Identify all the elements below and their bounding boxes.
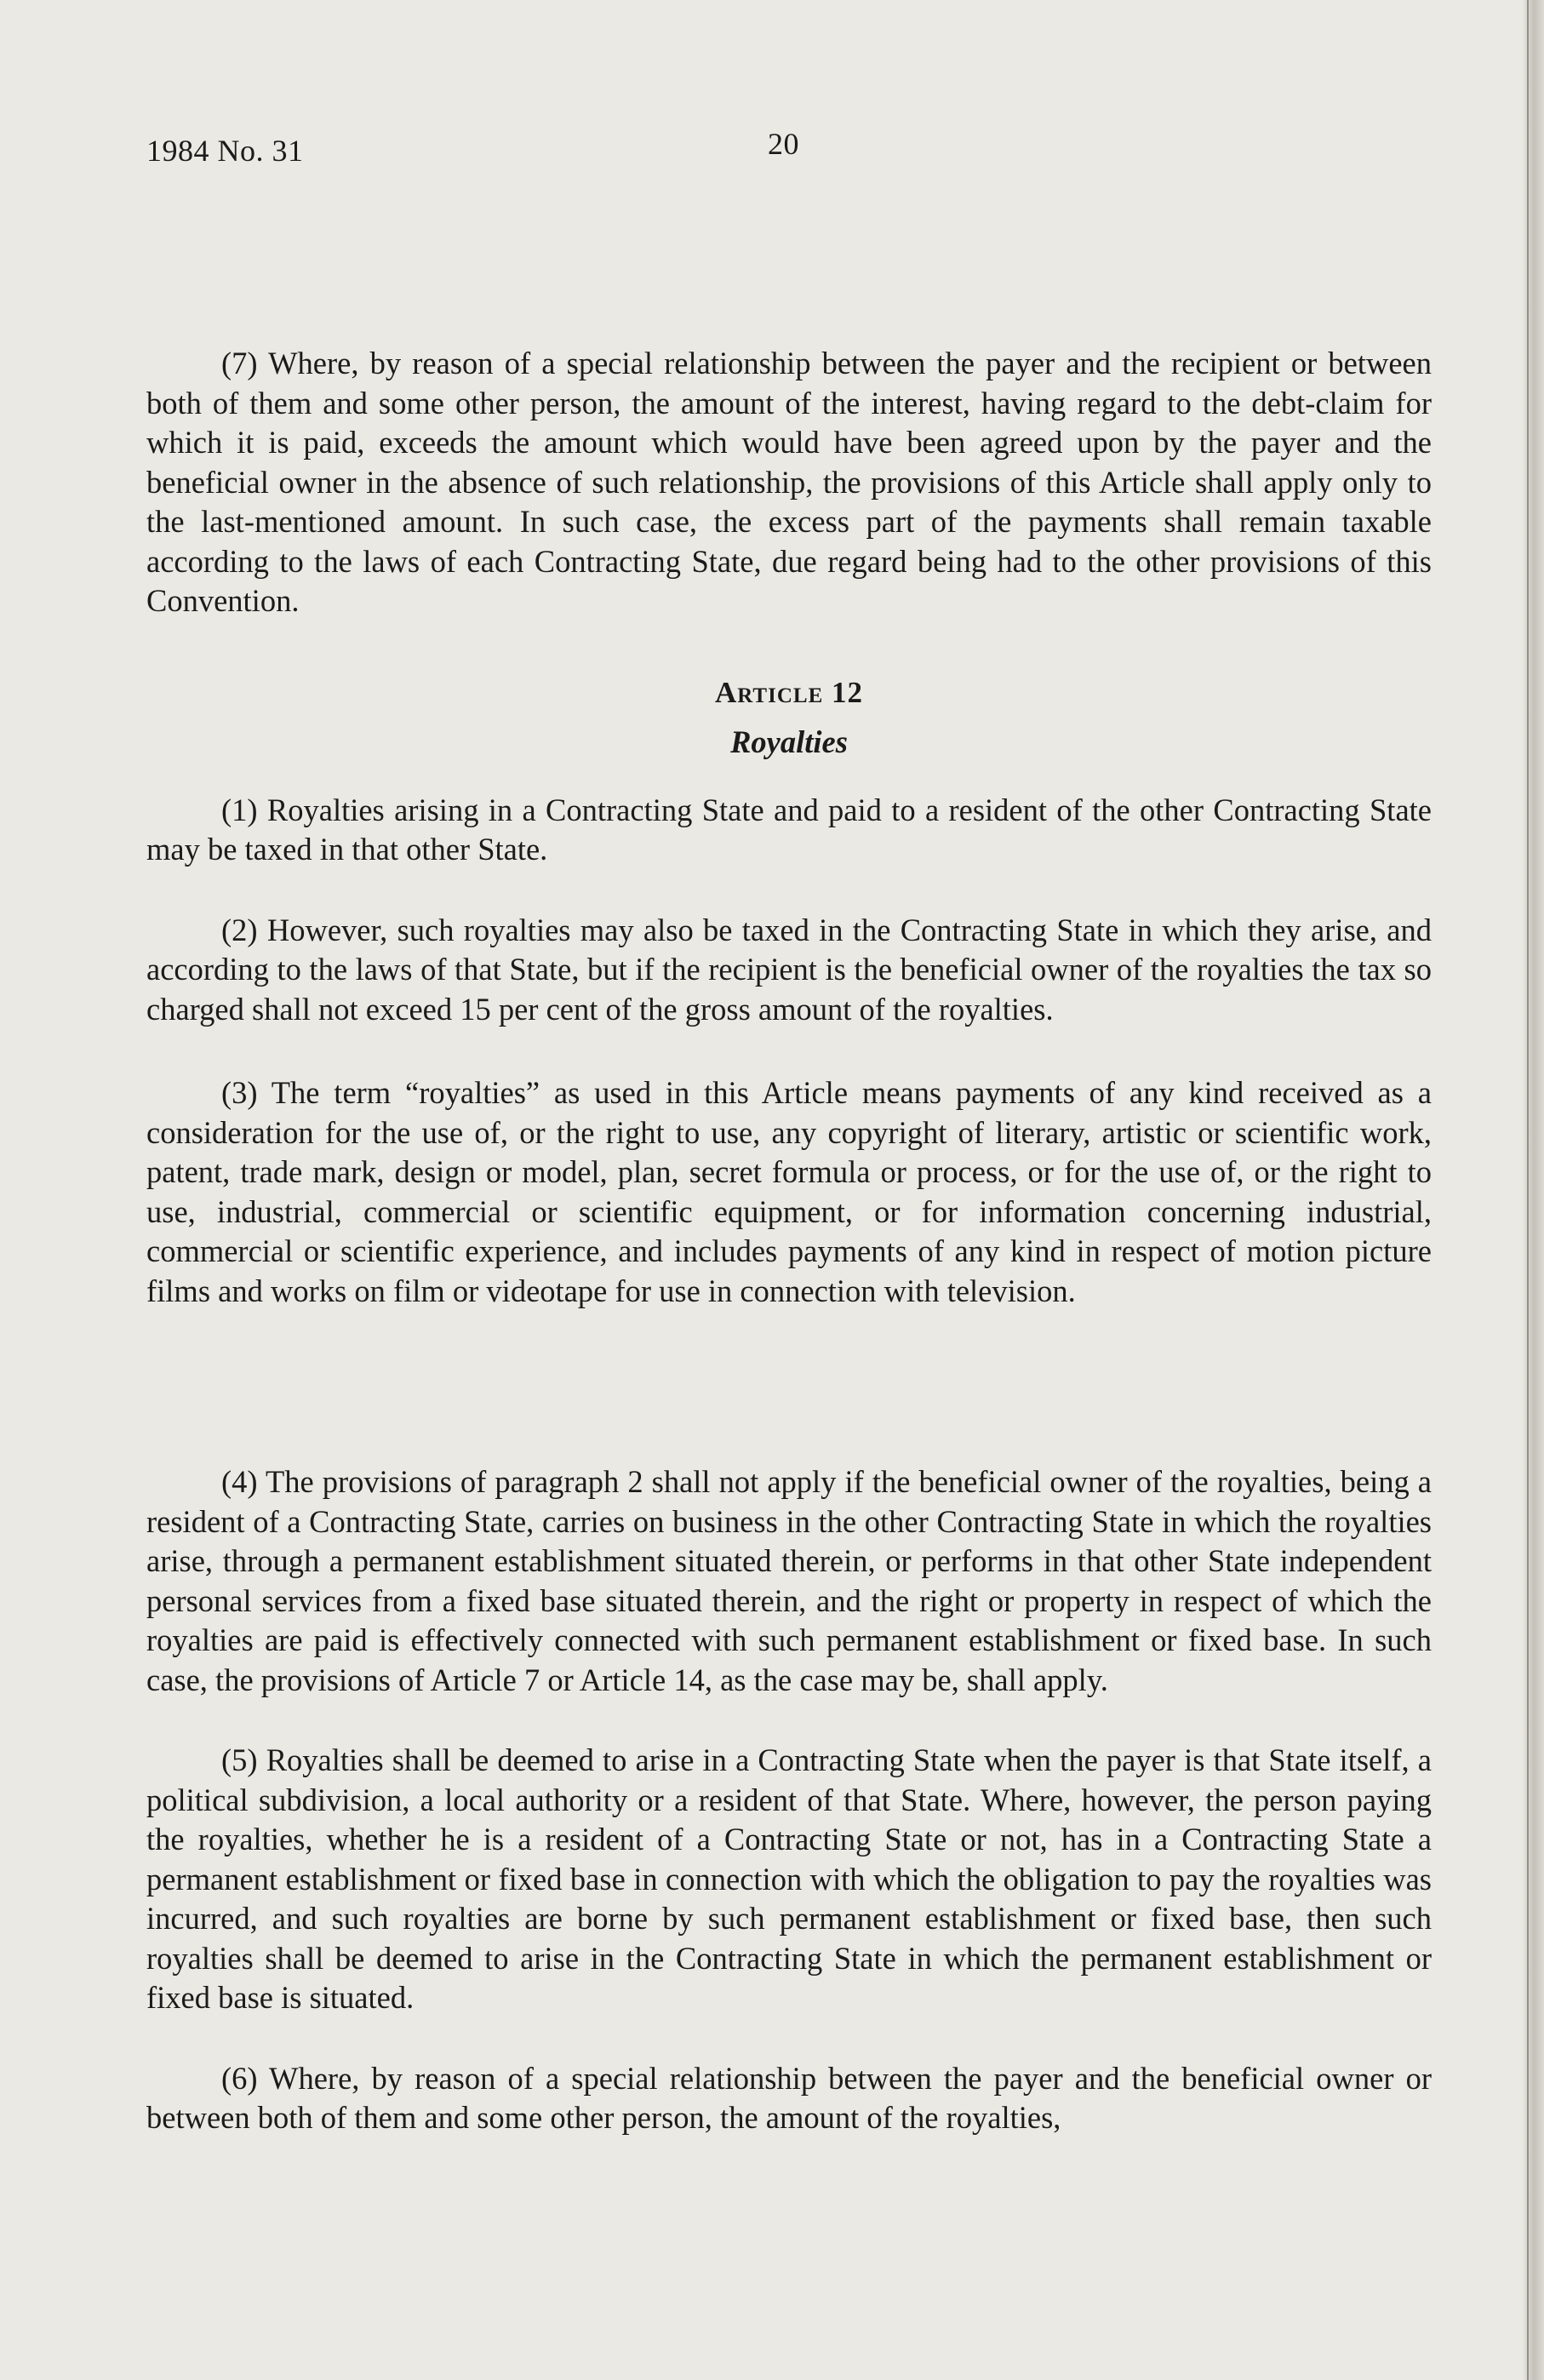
document-page	[146, 126, 1432, 2138]
paragraph-interest-7: (7) Where, by reason of a special relationship between the payer and the recipient or between both of them and some other person, the amount of the interest, having regard to the debt-claim for which it is paid, exceeds the amount which would have been agreed upon by the payer and the beneficial owner in the absence of such relationship, the provisions of this Article shall apply only to the last-mentioned amount. In such case, the excess part of the payments shall remain taxable according to the laws of each Contracting State, due regard being had to the other provisions of this Convention.	[146, 346, 1432, 618]
paragraph-royalties-6: (6) Where, by reason of a special relationship between the payer and the beneficial owner or between both of them and some other person, the amount of the royalties,	[146, 2060, 1432, 2135]
running-header	[146, 126, 1432, 177]
page-edge-shadow	[1522, 0, 1544, 2380]
paragraph-royalties-1: (1) Royalties arising in a Contracting State and paid to a resident of the other Contracting State may be taxed in that other State.	[146, 792, 1432, 867]
article-heading: Article 12	[714, 675, 863, 709]
paragraph-royalties-2: (2) However, such royalties may also be taxed in the Contracting State in which they arise, and according to the laws of that State, but if the recipient is the beneficial owner of the royalties the tax so charged shall not exceed 15 per cent of the gross amount of the royalties.	[146, 912, 1432, 1027]
paragraph-royalties-3: (3) The term “royalties” as used in this Article means payments of any kind received as a consideration for the use of, or the right to use, any copyright of literary, artistic or scientific work, patent, trade mark, design or model, plan, secret formula or process, or for the use of, or the right to use, industrial, commercial or scientific equipment, or for information concerning industrial, commercial or scientific experience, and includes payments of any kind in respect of motion picture films and works on film or videotape for use in connection with television.	[146, 1075, 1432, 1308]
paragraph-royalties-4: (4) The provisions of paragraph 2 shall not apply if the beneficial owner of the royalties, being a resident of a Contracting State, carries on business in the other Contracting State in which the royalties arise, through a permanent establishment situated therein, or performs in that other State independent personal services from a fixed base situated therein, and the right or property in respect of which the royalties are paid is effectively connected with such permanent establishment or fixed base. In such case, the provisions of Article 7 or Article 14, as the case may be, shall apply.	[146, 1464, 1432, 1697]
document-reference: 1984 No. 31	[146, 134, 304, 168]
page-number: 20	[768, 127, 799, 161]
page-edge-line	[1527, 0, 1529, 2380]
paragraph-royalties-5: (5) Royalties shall be deemed to arise in a Contracting State when the payer is that State itself, a political subdivision, a local authority or a resident of that State. Where, however, the person paying the royalties, whether he is a resident of a Contracting State or not, has in a Contracting State a permanent establishment or fixed base in connection with which the obligation to pay the royalties was incurred, and such royalties are borne by such permanent establishment or fixed base, then such royalties shall be deemed to arise in the Contracting State in which the permanent establishment or fixed base is situated.	[146, 1742, 1432, 2015]
article-subtitle: Royalties	[730, 724, 848, 759]
